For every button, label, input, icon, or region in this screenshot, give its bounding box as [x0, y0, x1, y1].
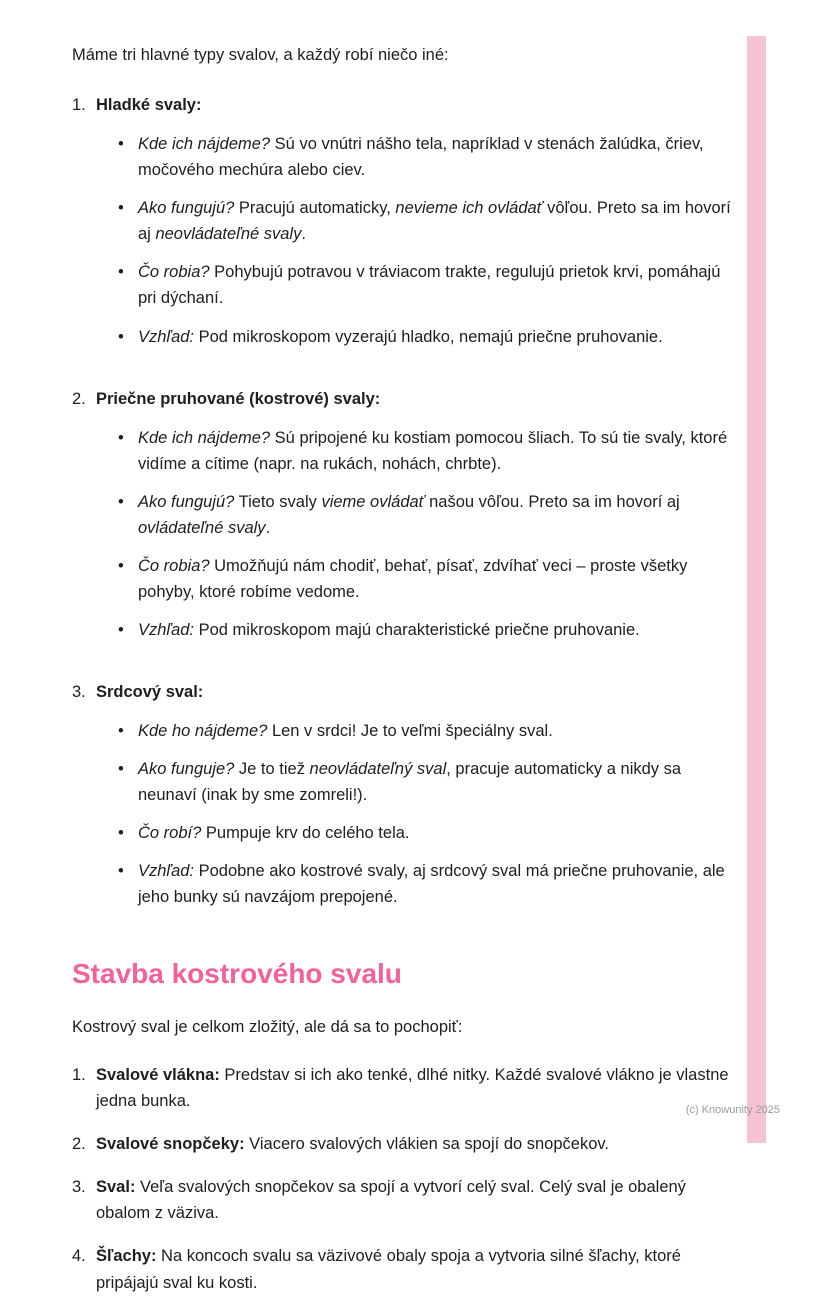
list-number: 3.	[72, 1178, 86, 1197]
muscle-structure-list	[72, 1062, 734, 1295]
text-segment: Umožňujú nám chodiť, behať, písať, zdvíhať veci – proste všetky pohyby, ktoré robíme vedome.	[138, 556, 688, 601]
text-segment: Svalové snopčeky:	[96, 1135, 245, 1154]
text-segment: Je to tiež	[234, 760, 310, 779]
text-segment: Čo robia?	[138, 556, 210, 575]
bullet-item	[118, 195, 734, 247]
bullet-icon: •	[118, 199, 124, 218]
text-segment: Sú vo vnútri nášho tela, napríklad v stenách žalúdka, čriev, močového mechúra alebo ciev.	[138, 135, 704, 180]
text-segment: Svalové vlákna:	[96, 1066, 220, 1085]
text-segment: vieme ovládať	[321, 492, 425, 511]
bullet-item	[118, 425, 734, 477]
muscle-types-list	[72, 92, 734, 922]
muscle-type-body	[96, 679, 734, 922]
bullet-list	[96, 718, 734, 910]
text-segment: Kde ho nájdeme?	[138, 722, 268, 741]
muscle-type-title: Hladké svaly:	[96, 96, 202, 115]
bullet-list	[96, 131, 734, 349]
text-segment: našou vôľou. Preto sa im hovorí aj	[424, 492, 680, 511]
bullet-icon: •	[118, 824, 124, 843]
section-heading: Stavba kostrového svalu	[72, 957, 402, 989]
bullet-text	[138, 553, 734, 605]
text-segment: Pumpuje krv do celého tela.	[201, 824, 410, 843]
watermark: (c) Knowunity 2025	[685, 1103, 780, 1116]
text-segment: Vzhľad:	[138, 862, 195, 881]
bullet-icon: •	[118, 862, 124, 881]
section-intro: Kostrový sval je celkom zložitý, ale dá sa to pochopiť:	[72, 1018, 463, 1037]
bullet-icon: •	[118, 556, 124, 575]
bullet-icon: •	[118, 621, 124, 639]
text-segment: .	[265, 518, 271, 537]
bullet-item	[118, 718, 734, 744]
structure-item-text	[96, 1131, 734, 1157]
text-segment: Pohybujú potravou v tráviacom trakte, regulujú prietok krvi, pomáhajú pri dýchaní.	[138, 263, 721, 308]
text-segment: Tieto svaly	[234, 492, 322, 511]
bullet-text	[138, 131, 734, 183]
text-segment: Kde ich nájdeme?	[138, 428, 271, 447]
list-number: 1.	[72, 1066, 86, 1085]
bullet-text	[138, 489, 734, 541]
bullet-item	[118, 489, 734, 541]
bullet-item	[118, 553, 734, 605]
text-segment: Sval:	[96, 1178, 136, 1197]
muscle-type-title: Srdcový sval:	[96, 683, 204, 702]
text-segment: Čo robia?	[138, 263, 210, 282]
bullet-text	[138, 324, 734, 350]
list-number: 1.	[72, 96, 86, 115]
text-segment: Pracujú automaticky,	[234, 199, 396, 218]
structure-item	[72, 1131, 734, 1157]
text-segment: Vzhľad:	[138, 621, 195, 639]
text-segment: Veľa svalových snopčekov sa spojí a vytvorí celý sval. Celý sval je obalený obalom z väziva.	[96, 1178, 686, 1223]
text-segment: Šľachy:	[96, 1247, 157, 1266]
text-segment: ovládateľné svaly	[138, 518, 266, 537]
bullet-item	[118, 131, 734, 183]
text-segment: .	[301, 225, 306, 244]
text-segment: Kde ich nájdeme?	[138, 135, 271, 154]
muscle-type-item	[72, 92, 734, 362]
muscle-type-title: Priečne pruhované (kostrové) svaly:	[96, 389, 381, 408]
text-segment: Sú pripojené ku kostiam pomocou šliach. To sú tie svaly, ktoré vidíme a cítime (napr. na rukách, nohách, chrbte).	[138, 428, 728, 473]
muscle-type-item	[72, 679, 734, 922]
bullet-item	[118, 259, 734, 311]
text-segment: Vzhľad:	[138, 327, 195, 346]
text-segment: Čo robí?	[138, 824, 202, 843]
list-number: 2.	[72, 389, 86, 408]
bullet-icon: •	[118, 428, 124, 447]
text-segment: Pod mikroskopom majú charakteristické priečne pruhovanie.	[194, 621, 640, 639]
text-segment: neovládateľné svaly	[155, 225, 302, 244]
text-segment: Ako fungujú?	[138, 199, 235, 218]
text-segment: Podobne ako kostrové svaly, aj srdcový sval má priečne pruhovanie, ale jeho bunky sú navzájom prepojené.	[138, 862, 725, 907]
text-segment: Predstav si ich ako tenké, dlhé nitky. Každé svalové vlákno je vlastne jedna bunka.	[96, 1066, 729, 1111]
bullet-text	[138, 425, 734, 477]
bullet-text	[138, 756, 734, 808]
text-segment: neovládateľný sval	[309, 760, 447, 779]
text-segment: nevieme ich ovládať	[395, 199, 543, 218]
structure-item	[72, 1243, 734, 1295]
structure-item	[72, 1174, 734, 1226]
muscle-type-body	[96, 386, 734, 656]
document-content	[72, 42, 734, 1313]
bullet-item	[118, 617, 734, 643]
pink-accent-stripe	[747, 36, 766, 1143]
text-segment: Ako fungujú?	[138, 492, 235, 511]
bullet-list	[96, 425, 734, 643]
text-segment: , pracuje automaticky a nikdy sa neunaví (inak by sme zomreli!).	[138, 760, 682, 805]
bullet-icon: •	[118, 492, 124, 511]
text-segment: vôľou. Preto sa im hovorí aj	[138, 199, 731, 244]
bullet-item	[118, 820, 734, 846]
bullet-text	[138, 195, 734, 247]
bullet-text	[138, 259, 734, 311]
list-number: 2.	[72, 1135, 86, 1154]
text-segment: Len v srdci! Je to veľmi špeciálny sval.	[267, 722, 553, 741]
structure-item	[72, 1062, 734, 1114]
bullet-icon: •	[118, 135, 124, 154]
intro-paragraph: Máme tri hlavné typy svalov, a každý robí niečo iné:	[72, 46, 449, 64]
bullet-text	[138, 858, 734, 910]
list-number: 4.	[72, 1247, 86, 1266]
bullet-text	[138, 820, 734, 846]
bullet-item	[118, 858, 734, 910]
structure-item-text	[96, 1062, 734, 1114]
text-segment: Viacero svalových vlákien sa spojí do snopčekov.	[244, 1135, 609, 1154]
muscle-type-item	[72, 386, 734, 656]
muscle-type-body	[96, 92, 734, 362]
structure-item-text	[96, 1174, 734, 1226]
text-segment: Pod mikroskopom vyzerajú hladko, nemajú priečne pruhovanie.	[194, 327, 663, 346]
bullet-icon: •	[118, 327, 124, 346]
bullet-icon: •	[118, 263, 124, 282]
bullet-text	[138, 718, 734, 744]
bullet-icon: •	[118, 722, 124, 741]
text-segment: Ako funguje?	[138, 760, 235, 779]
text-segment: Na koncoch svalu sa väzivové obaly spoja a vytvoria silné šľachy, ktoré pripájajú sval ku kosti.	[96, 1247, 681, 1292]
bullet-icon: •	[118, 760, 124, 779]
bullet-text	[138, 617, 734, 643]
bullet-item	[118, 324, 734, 350]
bullet-item	[118, 756, 734, 808]
list-number: 3.	[72, 683, 86, 702]
structure-item-text	[96, 1243, 734, 1295]
